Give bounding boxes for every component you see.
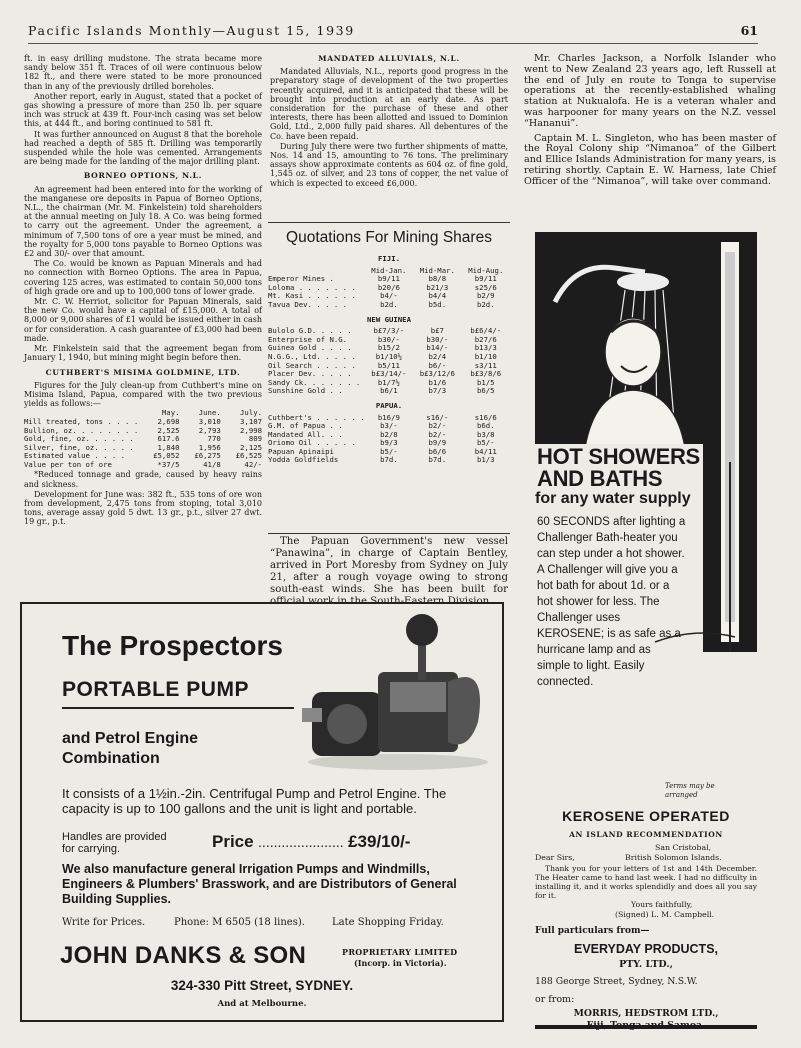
mandated-heading: MANDATED ALLUVIALS, N.L. — [318, 54, 460, 63]
borneo-paragraph-2: The Co. would be known as Papuan Minerals and had no connection with Borneo Options. The area in Papua, covering 125 acres, was estimated to contain 50,000 tons of high grade ore and up to 100,000 tons of lower grade. — [24, 259, 262, 296]
borneo-heading: BORNEO OPTIONS, N.L. — [83, 171, 203, 181]
cuthbert-col-may: May. — [161, 408, 180, 418]
cuthbert-col-june: June. — [198, 408, 221, 418]
mandated-paragraph-2: During July there were two further shipments of matte, Nos. 14 and 15, amounting to 76 tons. The preliminary assays show approximate contents as 604 oz. of fine gold, 1,545 oz. of silver, and 23 tons of copper, the net value of which is expected to exceed £6,000. — [270, 141, 508, 188]
table-row: Guinea Gold . . . . b15/2 b14/- b13/3 — [268, 343, 497, 353]
pump-melbourne: And at Melbourne. — [217, 999, 307, 1009]
recommendation-heading: AN ISLAND RECOMMENDATION — [569, 830, 723, 839]
section-heading-fiji: FIJI. — [378, 254, 400, 263]
shower-headline-box — [535, 444, 703, 490]
table-row: Yodda Goldfields b7d. b7d. b1/3 — [268, 455, 495, 465]
pump-phone: Phone: M 6505 (18 lines). — [174, 917, 305, 928]
section-heading-new-guinea: NEW GUINEA — [367, 314, 411, 324]
price-value: £39/10/- — [348, 832, 411, 851]
borneo-paragraph-1: An agreement had been entered into for the working of the manganese ore deposits in Papua of Borneo Options, N.L., the chairman (Mr. M. Finkelstein) told shareholders at the annual meeting on July 18. A Co. was being formed to carry out the agreement. Under the agreement, a minimum of 7,500 tons of ore a year must be mined, and the royalty for 5,000 tons payable to Borneo Options was £2 and 30/- over that amount. — [24, 184, 262, 259]
table-row: Tavua Dev. . . . . b2d. b5d. b2d. — [268, 299, 495, 309]
table-row: Mandated All. . . b2/8 b2/- b3/8 — [268, 429, 495, 439]
col-mid-mar: Mid-Mar. — [419, 265, 455, 275]
panawina-paragraph: The Papuan Government's new vessel “Panawina”, in charge of Captain Bentley, arrived in Port Moresby from Sydney on July 21, after a rough voyage owing to strong south-east winds. She has been built for official work in the South-Eastern Division. — [270, 536, 508, 607]
pump-late: Late Shopping Friday. — [332, 917, 444, 928]
pump-description: It consists of a 1½in.-2in. Centrifugal Pump and Petrol Engine. The capacity is up to 100 gallons and the unit is light and portable. — [62, 786, 447, 816]
john-danks: JOHN DANKS & SON — [60, 942, 307, 969]
shower-ad-bottom-rule — [535, 1025, 757, 1029]
table-row: Placer Dev. . . . . b£3/14/- b£3/12/6 b£3/8/6 — [268, 369, 502, 379]
pump-handles: Handles are provided for carrying. — [62, 831, 167, 855]
table-row: Mill treated, tons . . . . 2,698 3,010 3,107 — [24, 416, 262, 426]
letter-yours: Yours faithfully, — [631, 900, 693, 909]
pump-advert — [20, 602, 504, 1022]
table-row: N.G.G., Ltd. . . . . b1/10½ b2/4 b1/10 — [268, 351, 497, 361]
oil-report-paragraph-1: ft. in easy drilling mudstone. The strata became more sandy below 351 ft. Traces of oil were continuous below 182 ft., and there were stated to be more pronounced than in any of the previously drilled boreholes. — [24, 54, 262, 91]
cuthbert-intro: Figures for the July clean-up from Cuthbert's mine on Misima Island, Papua, compared with the two previous yields as follows:— — [24, 380, 262, 409]
col-mid-jan: Mid-Jan. — [371, 265, 407, 275]
table-row: Sunshine Gold . . b6/1 b7/3 b6/5 — [268, 386, 495, 396]
oil-report-paragraph-2: Another report, early in August, stated that a pocket of gas showing a pressure of more than 250 lb. per square inch was struck at 439 ft. Four-inch casing was set below this, at 444 ft., and boring continued to 581 ft. — [24, 91, 262, 129]
pump-and-engine: and Petrol Engine — [62, 730, 199, 747]
cuthbert-development: Development for June was: 382 ft., 535 tons of ore won from development, 2,475 tons from stoping, total 3,010 tons, average assay gold 5 dwt. 13 gr., p.t., silver 27 dwt. 19 gr., p.t. — [24, 489, 262, 527]
pump-engine-illustration — [298, 612, 498, 772]
table-row: Loloma . . . . . . . b20/6 b21/3 s25/6 — [268, 282, 497, 292]
section-heading-papua: PAPUA. — [375, 400, 403, 410]
table-row: Sandy Ck. . . . . . . b1/7½ b1/6 b1/5 — [268, 377, 495, 387]
headline-and-baths: AND BATHS — [537, 466, 663, 491]
table-row: Bulolo G.D. . . . . b£7/3/- b£7 b£6/4/- — [268, 326, 502, 336]
letter-signed: (Signed) L. M. Campbell. — [615, 910, 715, 919]
letter-address-2: British Solomon Islands. — [625, 853, 722, 862]
cuthbert-table — [24, 409, 262, 469]
pump-subtitle: PORTABLE PUMP — [62, 678, 249, 701]
pump-combination: Combination — [62, 750, 160, 767]
pump-subtitle-rule — [62, 707, 294, 709]
proprietary-limited: PROPRIETARY LIMITED — [342, 947, 458, 957]
quotations-title: Quotations For Mining Shares — [286, 229, 492, 246]
quotations-table — [268, 253, 510, 465]
price-label: Price — [212, 832, 254, 851]
pty-ltd: PTY. LTD., — [619, 959, 673, 970]
letter-address-1: San Cristobal, — [655, 843, 712, 852]
table-row: Estimated value . . . . £5,052 £6,275 £6,525 — [24, 451, 262, 461]
mandated-paragraph-1: Mandated Alluvials, N.L., reports good progress in the preparatory stage of development of the two properties recently acquired, and it is anticipated that these will be brought into production at an early date. As part consideration for the purchase of these and other interests, there has been allotted and issued to Dominion Gold, Ltd., 2,000 fully paid shares. All debentures of the Co. have been repaid. — [270, 67, 508, 141]
borneo-paragraph-4: Mr. Finkelstein said that the agreement began from January 1, 1940, but mining might begin before then. — [24, 344, 262, 363]
running-header — [28, 23, 758, 39]
table-row: Value per ton of ore *37/5 41/8 42/- — [24, 459, 262, 469]
morris-hedstrom: MORRIS, HEDSTROM LTD., — [573, 1008, 719, 1019]
quotations-box — [268, 222, 510, 534]
table-row: Silver, fine, oz. . . . . 1,840 1,956 2,125 — [24, 442, 262, 452]
table-row: Emperor Mines . b9/11 b8/8 b9/11 — [268, 274, 497, 284]
or-from: or from: — [535, 994, 575, 1005]
table-row: Papuan Apinaipi b5/- b6/6 b4/11 — [268, 446, 497, 456]
cuthbert-heading: CUTHBERT'S MISIMA GOLDMINE, LTD. — [45, 367, 241, 377]
pump-also-manufacture: We also manufacture general Irrigation Pumps and Windmills, Engineers & Plumbers' Brasswork, and are Distributors of General Building Supplies. — [62, 862, 457, 906]
column-right-top — [524, 54, 776, 188]
singleton-paragraph: Captain M. L. Singleton, who has been master of the Royal Colony ship “Nimanoa” of the Gilbert and Ellice Islands Administration for many years, is retiring shortly. Captain E. W. Harness, late Chief Officer of the “Nimanoa”, will take over command. — [524, 132, 776, 187]
headline-water-supply: for any water supply — [535, 490, 691, 507]
table-row: Oriomo Oil . . . . . b9/3 b9/9 b5/- — [268, 438, 495, 448]
street-address: 188 George Street, Sydney, N.S.W. — [535, 976, 698, 987]
jackson-paragraph: Mr. Charles Jackson, a Norfolk Islander who went to New Zealand 23 years ago, left Russell at the end of July en route to Tonga to supervise operations at the recently-established whaling station at Nukualofa. He is a veteran whaler and was harpooner for many years on the N.Z. vessel “Hananui”. — [524, 53, 776, 129]
header-rule — [28, 43, 758, 44]
oil-report-paragraph-3: It was further announced on August 8 that the borehole had reached a depth of 585 ft. Drilling was temporarily suspended while the hole was cemented. Arrangements are being made for the landing of the major drilling plant. — [24, 129, 262, 167]
everyday-products: EVERYDAY PRODUCTS, — [573, 942, 719, 956]
page-number: 61 — [740, 23, 758, 38]
terms-note: Terms may be arranged — [665, 782, 715, 799]
borneo-paragraph-3: Mr. C. W. Herriot, solicitor for Papuan Minerals, said the new Co. would have a capital of £15,000. A total of 8,000 or 9,000 shares of £1 would be issued either in cash or for consideration. A cash guarantee of £3,000 had been made. — [24, 297, 262, 343]
table-row: Enterprise of N.G. b30/- b30/- b27/6 — [268, 334, 497, 344]
table-row: G.M. of Papua . . b3/- b2/- b6d. — [268, 421, 495, 431]
table-row: Gold, fine, oz. . . . . . 617.6 770 809 — [24, 434, 262, 444]
pump-title: The Prospectors — [62, 630, 283, 661]
price-line — [212, 832, 410, 852]
letter-body: Thank you for your letters of 1st and 14th December. The Heater came to hand last week. I had no difficulty in installing it, and it works splendidly and does all you say for it. — [535, 864, 757, 900]
incorp-victoria: (Incorp. in Victoria). — [354, 958, 447, 968]
table-row: Oil Search . . . . . b5/11 b6/- s3/11 — [268, 360, 497, 370]
kerosene-operated: KEROSENE OPERATED — [562, 808, 730, 824]
table-row: Bullion, oz. . . . . . . . 2,525 2,793 2,998 — [24, 425, 262, 435]
pump-write: Write for Prices. — [62, 917, 146, 928]
full-particulars: Full particulars from— — [535, 926, 650, 936]
price-dots: ...................... — [258, 834, 344, 850]
column-middle-top — [270, 54, 508, 189]
running-title: Pacific Islands Monthly—August 15, 1939 — [28, 23, 355, 38]
pump-address: 324-330 Pitt Street, SYDNEY. — [170, 978, 354, 993]
column-left — [24, 54, 262, 528]
table-row: Cuthbert's . . . . . . b16/9 s16/- s16/6 — [268, 412, 497, 422]
shower-ad-body: 60 SECONDS after lighting a Challenger Bath-heater you can step under a hot shower. A Challenger will give you a hot bath for about 1d. or a hot shower for less. The Challenger uses KEROSENE; is as safe as a hurricane lamp and as simple to light. Easily connected. — [537, 516, 686, 688]
shower-advert — [535, 232, 757, 1022]
table-row: Mt. Kasi . . . . . . b4/- b4/4 b2/9 — [268, 291, 495, 301]
cuthbert-col-july: July. — [240, 408, 262, 418]
col-mid-aug: Mid-Aug. — [468, 265, 504, 275]
cuthbert-note: *Reduced tonnage and grade, caused by heavy rains and sickness. — [24, 470, 262, 489]
letter-salutation: Dear Sirs, — [535, 853, 575, 862]
headline-hot-showers: HOT SHOWERS — [537, 444, 700, 469]
